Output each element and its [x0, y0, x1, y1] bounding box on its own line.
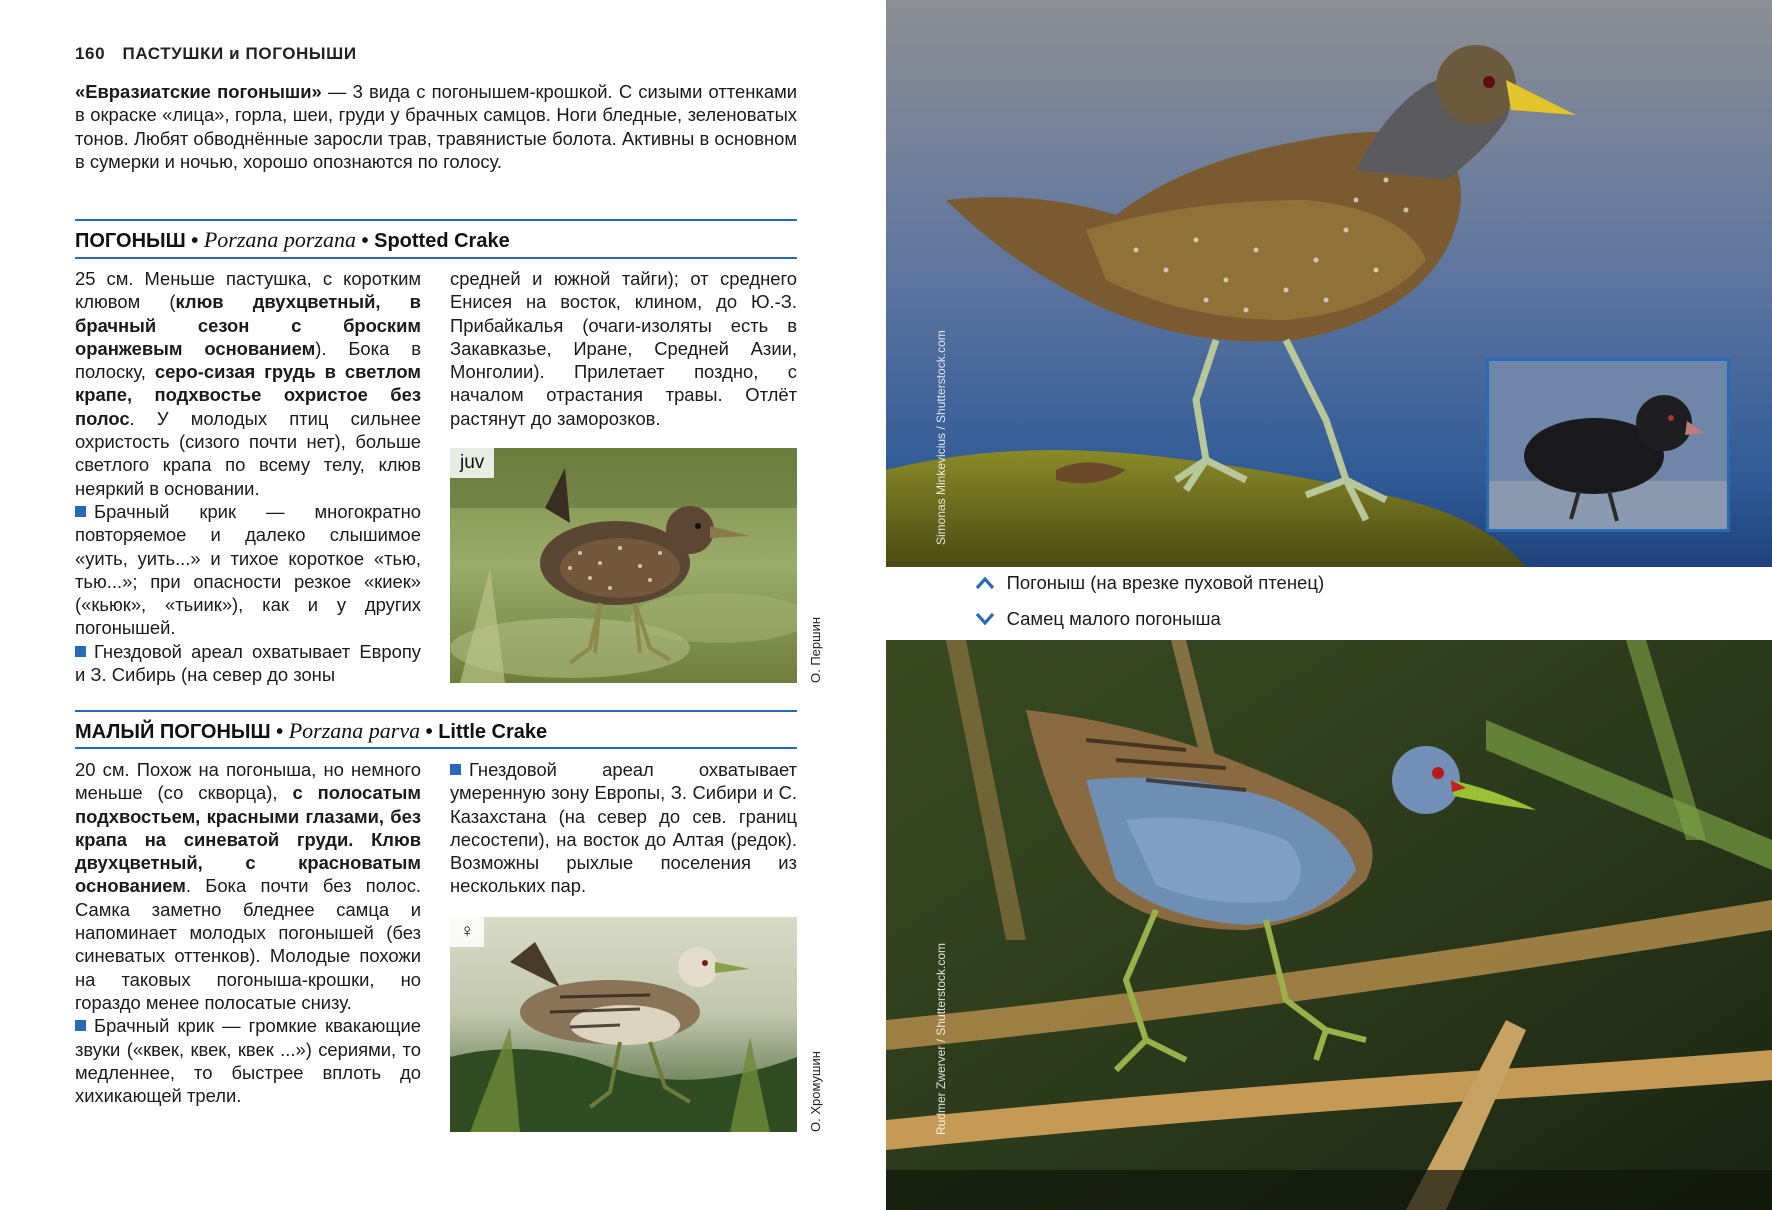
little-crake-male-photo [886, 640, 1772, 1210]
species2-desc-0: 20 см. Похож на погоныша, но немного меньше (со скворца), [75, 759, 421, 804]
species1-desc-1: клюв двухцветный, в брачный сезон с броским оранжевым основанием [75, 291, 421, 359]
species1-name-lat: Porzana porzana [203, 227, 356, 252]
chapter-title: ПАСТУШКИ и ПОГОНЫШИ [122, 44, 357, 63]
species2-name-lat: Porzana parva [288, 718, 421, 743]
species1-voice [75, 500, 421, 640]
chevron-down-icon [975, 608, 1001, 630]
species2-rule-top [75, 710, 797, 712]
spotted-crake-juv-photo [450, 448, 797, 683]
species2-voice-text: Брачный крик — громкие квакающие звуки («квек, квек, квек ...») сериями, то медленнее, то быстрее вплоть до хихикающей трели. [75, 1015, 421, 1107]
species1-sep-2: • [356, 230, 375, 252]
species1-left-column [75, 267, 421, 686]
top-photo-credit: Simonas Minkevicius / Shutterstock.com [934, 330, 948, 545]
species1-right-column [450, 267, 797, 430]
species1-desc-0: 25 см. Меньше пастушка, с коротким клювом ( [75, 268, 421, 313]
species1-heading [75, 227, 510, 253]
intro-paragraph [75, 80, 797, 173]
species2-photo-credit: О. Хромушин [808, 1051, 823, 1132]
species2-range-text: Гнездовой ареал охватывает умеренную зону Европы, З. Сибири и С. Казахстана (на север до сев. границ лесостепи), на восток до Алтая (редок). Возможны рыхлые поселения из нескольких пар. [450, 759, 797, 897]
species2-description [75, 758, 421, 1014]
little-crake-female-image [450, 917, 797, 1132]
species1-range-left-text: Гнездовой ареал охватывает Европу и З. Сибирь (на север до зоны [75, 640, 421, 686]
species2-sep-2: • [420, 721, 439, 743]
bullet-square-icon [75, 646, 86, 657]
caption-top [975, 572, 1324, 595]
species2-name-ru: МАЛЫЙ ПОГОНЫШ [75, 721, 271, 743]
species2-rule-bottom [75, 747, 797, 749]
species2-voice [75, 1014, 421, 1107]
running-head [75, 44, 357, 64]
species1-rule-top [75, 219, 797, 221]
species1-description [75, 267, 421, 500]
bullet-square-icon [75, 1020, 86, 1031]
intro-text: — 3 вида с погонышем-крошкой. С сизыми оттенками в окраске «лица», горла, шеи, груди у брачных самцов. Ноги бледные, зеленоватых тонов. Любят обводнённые заросли трав, травянистые болота. Активны в основном в сумерки и ночью, хорошо опознаются по голосу. [75, 81, 797, 172]
species1-photo-credit: О. Першин [808, 616, 823, 683]
species1-rule-bottom [75, 257, 797, 259]
species1-desc-2: ). Бока в полоску, [75, 337, 421, 383]
bottom-photo-credit: Rudmer Zwerver / Shutterstock.com [934, 942, 948, 1135]
species1-range-right-text: средней и южной тайги); от среднего Енисея на восток, клином, до Ю.-З. Прибайкалья (очаги-изоляты есть в Закавказье, Иране, Средней Азии, Монголии). Прилетает поздно, с началом отрастания травы. Отлёт растянут до заморозков. [450, 268, 797, 429]
bullet-square-icon [450, 764, 461, 775]
species1-name-ru: ПОГОНЫШ [75, 230, 186, 252]
species2-desc-1: с полосатым подхвостьем, красными глазами, без крапа на синеватой груди. Клюв двухцветный, с красноватым основанием [75, 782, 421, 897]
bullet-square-icon [75, 506, 86, 517]
species1-voice-text: Брачный крик — многократно повторяемое и далеко слышимое «уить, уить...» и тихое короткое «тью, тью...»; при опасности резкое «киек» («кьюк», «тьиик»), как и у других погонышей. [75, 500, 421, 639]
little-crake-male-image [886, 640, 1772, 1210]
downy-chick-inset-photo [1486, 358, 1730, 532]
species2-right-column [450, 758, 797, 898]
species2-desc-2: . Бока почти без полос. Самка заметно бледнее самца и напоминает молодых погонышей (без синеватых оттенков). Молодые похожи на таковых погоныша-крошки, но гораздо менее полосатые снизу. [75, 875, 421, 1013]
intro-bold: «Евразиатские погоныши» [75, 81, 322, 102]
species2-heading [75, 718, 547, 744]
species1-name-en: Spotted Crake [374, 230, 510, 252]
species1-desc-3: серо-сизая грудь в светлом крапе, подхвостье охристое без полос [75, 361, 421, 429]
spotted-crake-juv-image [450, 448, 797, 683]
species1-desc-4: . У молодых птиц сильнее охристость (сизого почти нет), больше светлого крапа по всему телу, клюв неяркий в основании. [75, 407, 421, 499]
species1-sep-1: • [185, 230, 204, 252]
downy-chick-image [1489, 361, 1727, 529]
caption-bottom-text: Самец малого погоныша [1006, 608, 1221, 629]
photo-label-juv: juv [450, 448, 494, 478]
species2-sep-1: • [270, 721, 289, 743]
species2-name-en: Little Crake [438, 721, 548, 743]
caption-bottom [975, 608, 1221, 631]
species1-range-left [75, 640, 421, 687]
caption-top-text: Погоныш (на врезке пуховой птенец) [1006, 572, 1325, 593]
photo-label-female-icon: ♀ [450, 917, 484, 947]
species2-left-column [75, 758, 421, 1107]
page-number: 160 [75, 44, 106, 63]
little-crake-female-photo [450, 917, 797, 1132]
chevron-up-icon [975, 572, 1001, 594]
